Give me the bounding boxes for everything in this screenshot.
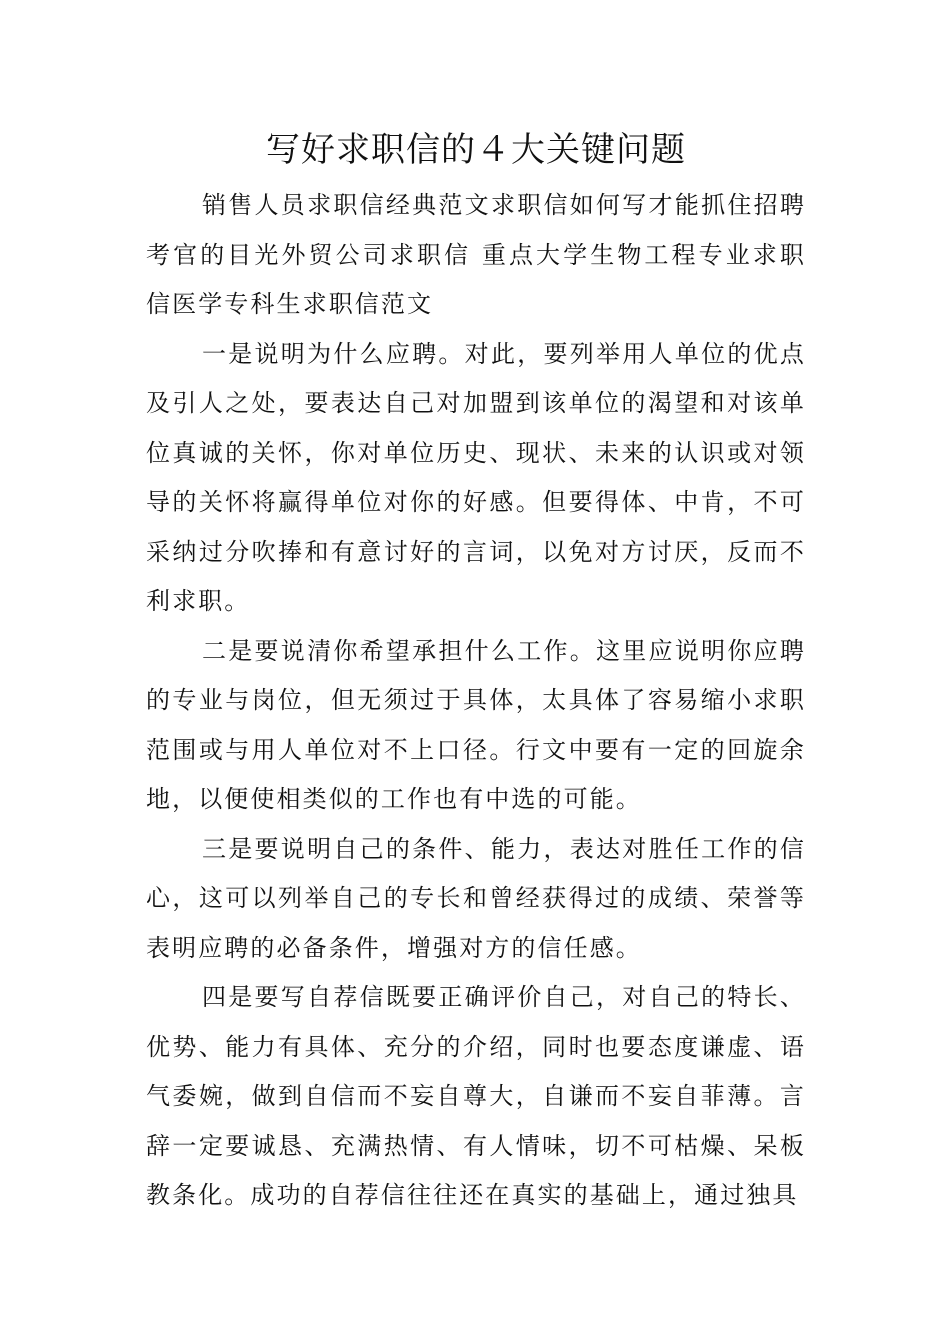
paragraph-point-three: 三是要说明自己的条件、能力，表达对胜任工作的信心，这可以列举自己的专长和曾经获得过的成绩、荣誉等表明应聘的必备条件，增强对方的信任感。 bbox=[146, 834, 806, 962]
paragraph-point-two: 二是要说清你希望承担什么工作。这里应说明你应聘的专业与岗位，但无须过于具体，太具体了容易缩小求职范围或与用人单位对不上口径。行文中要有一定的回旋余地，以便使相类似的工作也有中选的可能。 bbox=[146, 636, 806, 813]
paragraph-intro: 销售人员求职信经典范文求职信如何写才能抓住招聘考官的目光外贸公司求职信 重点大学生物工程专业求职信医学专科生求职信范文 bbox=[146, 191, 806, 318]
document-body bbox=[146, 181, 806, 1221]
paragraph-point-one: 一是说明为什么应聘。对此，要列举用人单位的优点及引人之处，要表达自己对加盟到该单位的渴望和对该单位真诚的关怀，你对单位历史、现状、未来的认识或对领导的关怀将赢得单位对你的好感。但要得体、中肯，不可采纳过分吹捧和有意讨好的言词，以免对方讨厌，反而不利求职。 bbox=[146, 339, 806, 615]
paragraph-point-four: 四是要写自荐信既要正确评价自己，对自己的特长、优势、能力有具体、充分的介绍，同时也要态度谦虚、语气委婉，做到自信而不妄自尊大，自谦而不妄自菲薄。言辞一定要诚恳、充满热情、有人情味，切不可枯燥、呆板教条化。成功的自荐信往往还在真实的基础上，通过独具 bbox=[146, 983, 806, 1209]
document-title: 写好求职信的４大关键问题 bbox=[266, 130, 686, 170]
